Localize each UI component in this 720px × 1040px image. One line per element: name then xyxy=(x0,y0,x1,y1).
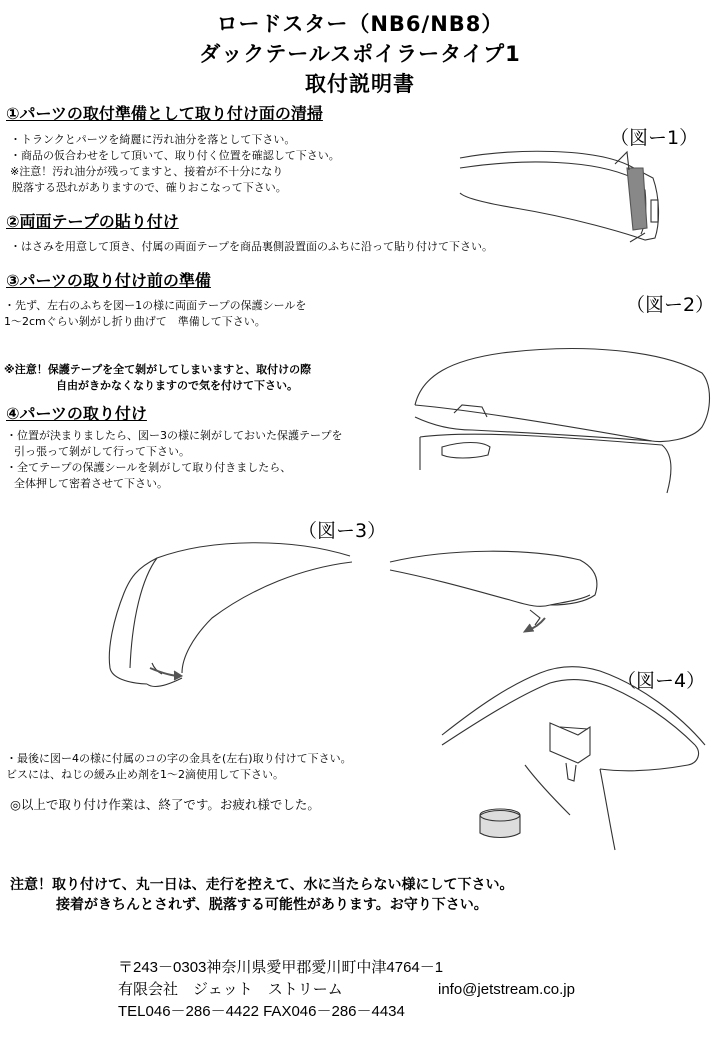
section-1-line-2: ・商品の仮合わせをして頂いて、取り付く位置を確認して下さい。 xyxy=(10,149,340,162)
section-4-line-2: 引っ張って剝がして行って下さい。 xyxy=(14,445,190,458)
section-3-warning-2: 自由がきかなくなりますので気を付けて下さい。 xyxy=(56,379,298,392)
title-line-2: ダックテールスポイラータイプ1 xyxy=(199,42,521,66)
title-line-3: 取付説明書 xyxy=(305,72,415,96)
final-notice-line-2: 接着がきちんとされず、脱落する可能性があります。お守り下さい。 xyxy=(56,897,488,913)
figure-2-illustration xyxy=(412,345,717,495)
figure-2-label: （図ー2） xyxy=(626,294,715,316)
section-1-line-4: 脱落する恐れがありますので、確りおこなって下さい。 xyxy=(12,181,287,194)
final-notice-line-1: 注意！取り付けて、丸一日は、走行を控えて、水に当たらない様にして下さい。 xyxy=(10,877,514,893)
figure-4-illustration xyxy=(440,665,715,855)
footer-phone-fax: TEL046－286－4422 FAX046－286－4434 xyxy=(118,1003,405,1020)
figure-3-illustration-left xyxy=(102,538,352,708)
section-1-line-3: ※注意！汚れ油分が残ってますと、接着が不十分になり xyxy=(10,165,284,178)
title-line-1: ロードスター（NB6/NB8） xyxy=(216,12,504,36)
footer-company: 有限会社 ジェット ストリーム xyxy=(118,981,343,998)
section-3-warning-1: ※注意！保護テープを全て剝がしてしまいますと、取付けの際 xyxy=(4,363,312,376)
figure-4-label: （図ー4） xyxy=(617,670,706,692)
section-2-heading: ②両面テープの貼り付け xyxy=(6,212,179,231)
figure-3-label: （図ー3） xyxy=(298,520,387,542)
section-3-heading: ③パーツの取り付け前の準備 xyxy=(6,271,211,290)
figure-1-label: （図ー1） xyxy=(610,127,699,149)
figure-1-illustration xyxy=(455,138,685,246)
section-2-line-1: ・はさみを用意して頂き、付属の両面テープを商品裏側設置面のふちに沿って貼り付けて下さい。 xyxy=(10,240,494,253)
section-5-line-2: ビスには、ねじの緩み止め剤を1～2滴使用して下さい。 xyxy=(6,768,284,781)
section-4-line-1: ・位置が決まりましたら、図ー3の様に剝がしておいた保護テープを xyxy=(6,429,343,442)
section-4-heading: ④パーツの取り付け xyxy=(6,404,147,423)
footer-address: 〒243－0303神奈川県愛甲郡愛川町中津4764－1 xyxy=(118,959,444,976)
section-4-line-4: 全体押して密着させて下さい。 xyxy=(14,477,168,490)
figure-3-illustration-right xyxy=(390,540,605,640)
completion-message: ◎以上で取り付け作業は、終了です。お疲れ様でした。 xyxy=(10,797,320,812)
section-3-line-1: ・先ず、左右のふちを図ー1の様に両面テープの保護シールを xyxy=(4,299,307,312)
section-5-line-1: ・最後に図ー4の様に付属のコの字の金具を(左右)取り付けて下さい。 xyxy=(6,752,352,765)
footer-email[interactable]: info@jetstream.co.jp xyxy=(438,981,575,998)
section-1-line-1: ・トランクとパーツを綺麗に汚れ油分を落として下さい。 xyxy=(10,133,296,146)
section-3-line-2: 1～2cmぐらい剝がし折り曲げて 準備して下さい。 xyxy=(4,315,266,328)
section-1-heading: ①パーツの取付準備として取り付け面の清掃 xyxy=(6,104,323,123)
section-4-line-3: ・全てテープの保護シールを剝がして取り付きましたら、 xyxy=(6,461,292,474)
